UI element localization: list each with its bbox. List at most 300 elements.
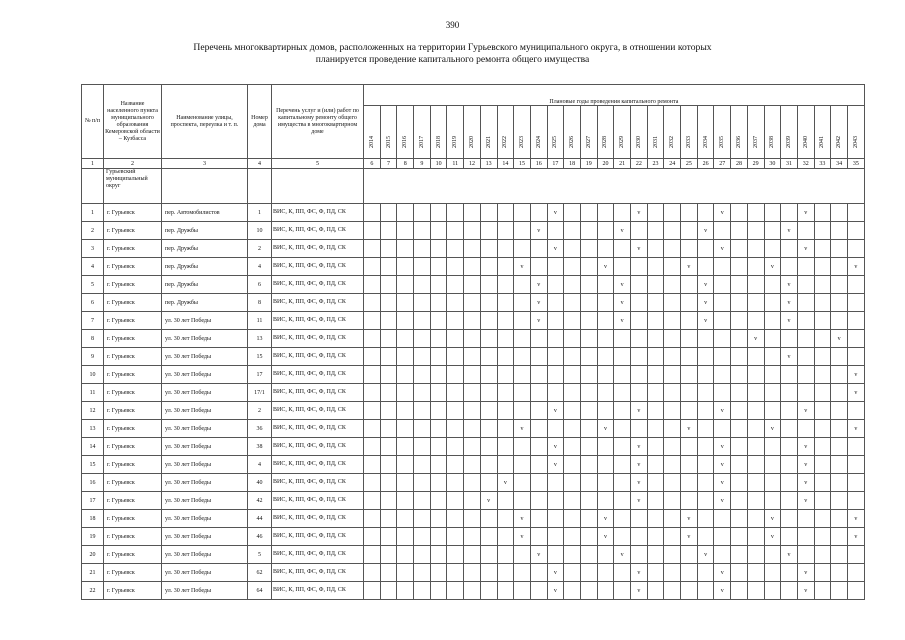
planned-year-mark: v bbox=[530, 294, 547, 312]
year-mark-cell bbox=[814, 510, 831, 528]
year-mark-cell bbox=[797, 348, 814, 366]
year-mark-cell bbox=[647, 546, 664, 564]
year-mark-cell bbox=[480, 348, 497, 366]
settlement-cell: г. Гурьевск bbox=[104, 420, 162, 438]
year-header bbox=[514, 106, 531, 159]
year-mark-cell bbox=[547, 510, 564, 528]
column-index: 10 bbox=[430, 159, 447, 169]
year-mark-cell bbox=[797, 528, 814, 546]
planned-year-mark: v bbox=[847, 366, 864, 384]
year-mark-cell bbox=[414, 366, 431, 384]
year-mark-cell bbox=[681, 330, 698, 348]
column-index: 22 bbox=[631, 159, 648, 169]
year-mark-cell bbox=[631, 276, 648, 294]
planned-year-mark: v bbox=[631, 240, 648, 258]
planned-year-mark: v bbox=[797, 474, 814, 492]
year-mark-cell bbox=[797, 366, 814, 384]
year-mark-cell bbox=[764, 474, 781, 492]
year-mark-cell bbox=[580, 222, 597, 240]
table-row bbox=[82, 204, 865, 222]
year-mark-cell bbox=[497, 420, 514, 438]
document-title bbox=[120, 42, 785, 66]
year-label: 2032 bbox=[669, 136, 676, 148]
year-mark-cell bbox=[847, 474, 864, 492]
services-cell: ВИС, К, ПП, ФС, Ф, ПД, СК bbox=[272, 546, 364, 564]
year-mark-cell bbox=[831, 420, 848, 438]
year-mark-cell bbox=[464, 510, 481, 528]
services-cell: ВИС, К, ПП, ФС, Ф, ПД, СК bbox=[272, 582, 364, 600]
table-row bbox=[82, 528, 865, 546]
year-mark-cell bbox=[814, 366, 831, 384]
row-number: 21 bbox=[82, 564, 104, 582]
year-mark-cell bbox=[497, 384, 514, 402]
year-mark-cell bbox=[597, 222, 614, 240]
services-cell: ВИС, К, ПП, ФС, Ф, ПД, СК bbox=[272, 366, 364, 384]
year-mark-cell bbox=[747, 276, 764, 294]
year-mark-cell bbox=[380, 258, 397, 276]
year-mark-cell bbox=[814, 420, 831, 438]
year-label: 2037 bbox=[752, 136, 759, 148]
year-mark-cell bbox=[547, 546, 564, 564]
year-mark-cell bbox=[414, 204, 431, 222]
planned-year-mark: v bbox=[497, 474, 514, 492]
column-index: 15 bbox=[514, 159, 531, 169]
year-mark-cell bbox=[547, 474, 564, 492]
services-cell: ВИС, К, ПП, ФС, Ф, ПД, СК bbox=[272, 294, 364, 312]
header-row bbox=[82, 85, 865, 106]
year-mark-cell bbox=[681, 546, 698, 564]
year-mark-cell bbox=[380, 294, 397, 312]
year-mark-cell bbox=[747, 510, 764, 528]
planned-year-mark: v bbox=[547, 402, 564, 420]
year-mark-cell bbox=[480, 312, 497, 330]
year-mark-cell bbox=[597, 204, 614, 222]
year-mark-cell bbox=[797, 222, 814, 240]
year-mark-cell bbox=[414, 474, 431, 492]
year-mark-cell bbox=[781, 420, 798, 438]
year-mark-cell bbox=[631, 528, 648, 546]
year-header bbox=[714, 106, 731, 159]
year-mark-cell bbox=[697, 366, 714, 384]
street-cell: пер. Дружбы bbox=[162, 222, 248, 240]
year-mark-cell bbox=[414, 312, 431, 330]
year-mark-cell bbox=[464, 582, 481, 600]
year-mark-cell bbox=[364, 384, 381, 402]
table-row bbox=[82, 546, 865, 564]
year-mark-cell bbox=[781, 510, 798, 528]
year-mark-cell bbox=[447, 330, 464, 348]
year-header bbox=[547, 106, 564, 159]
group-empty-cell bbox=[248, 169, 272, 204]
planned-year-mark: v bbox=[714, 474, 731, 492]
services-cell: ВИС, К, ПП, ФС, Ф, ПД, СК bbox=[272, 258, 364, 276]
planned-year-mark: v bbox=[764, 528, 781, 546]
year-mark-cell bbox=[447, 582, 464, 600]
table-row bbox=[82, 276, 865, 294]
year-mark-cell bbox=[731, 582, 748, 600]
year-mark-cell bbox=[731, 564, 748, 582]
year-mark-cell bbox=[497, 510, 514, 528]
year-mark-cell bbox=[664, 420, 681, 438]
planned-year-mark: v bbox=[530, 222, 547, 240]
group-empty-cell bbox=[272, 169, 364, 204]
year-mark-cell bbox=[430, 258, 447, 276]
year-mark-cell bbox=[797, 276, 814, 294]
year-mark-cell bbox=[631, 366, 648, 384]
planned-year-mark: v bbox=[597, 420, 614, 438]
settlement-cell: г. Гурьевск bbox=[104, 402, 162, 420]
column-index: 26 bbox=[697, 159, 714, 169]
year-mark-cell bbox=[397, 204, 414, 222]
year-mark-cell bbox=[430, 564, 447, 582]
planned-year-mark: v bbox=[697, 276, 714, 294]
year-mark-cell bbox=[397, 276, 414, 294]
year-mark-cell bbox=[747, 564, 764, 582]
year-mark-cell bbox=[364, 420, 381, 438]
year-mark-cell bbox=[731, 276, 748, 294]
year-mark-cell bbox=[847, 456, 864, 474]
planned-year-mark: v bbox=[697, 312, 714, 330]
year-mark-cell bbox=[814, 240, 831, 258]
year-label: 2022 bbox=[502, 136, 509, 148]
repair-plan-table bbox=[81, 84, 865, 600]
year-mark-cell bbox=[380, 276, 397, 294]
year-mark-cell bbox=[664, 294, 681, 312]
year-mark-cell bbox=[614, 582, 631, 600]
group-label: Гурьевский муниципальный округ bbox=[104, 169, 162, 204]
year-mark-cell bbox=[731, 492, 748, 510]
year-mark-cell bbox=[831, 456, 848, 474]
year-mark-cell bbox=[430, 474, 447, 492]
year-mark-cell bbox=[847, 330, 864, 348]
year-mark-cell bbox=[414, 564, 431, 582]
year-mark-cell bbox=[714, 348, 731, 366]
year-mark-cell bbox=[364, 222, 381, 240]
planned-year-mark: v bbox=[614, 276, 631, 294]
year-mark-cell bbox=[681, 384, 698, 402]
planned-year-mark: v bbox=[781, 546, 798, 564]
year-mark-cell bbox=[681, 438, 698, 456]
table-row bbox=[82, 582, 865, 600]
year-label: 2027 bbox=[585, 136, 592, 148]
year-mark-cell bbox=[414, 294, 431, 312]
year-mark-cell bbox=[447, 204, 464, 222]
settlement-cell: г. Гурьевск bbox=[104, 366, 162, 384]
year-mark-cell bbox=[547, 348, 564, 366]
year-mark-cell bbox=[747, 546, 764, 564]
year-mark-cell bbox=[497, 222, 514, 240]
year-mark-cell bbox=[380, 204, 397, 222]
street-cell: ул. 30 лет Победы bbox=[162, 528, 248, 546]
services-cell: ВИС, К, ПП, ФС, Ф, ПД, СК bbox=[272, 528, 364, 546]
year-mark-cell bbox=[847, 222, 864, 240]
year-mark-cell bbox=[797, 330, 814, 348]
year-mark-cell bbox=[564, 204, 581, 222]
planned-year-mark: v bbox=[714, 240, 731, 258]
year-mark-cell bbox=[781, 402, 798, 420]
planned-year-mark: v bbox=[530, 312, 547, 330]
header-services: Перечень услуг и (или) работ по капитальному ремонту общего имущества в многоквартирном доме bbox=[272, 85, 364, 159]
column-index: 12 bbox=[464, 159, 481, 169]
year-mark-cell bbox=[480, 438, 497, 456]
year-mark-cell bbox=[514, 474, 531, 492]
year-mark-cell bbox=[580, 456, 597, 474]
planned-year-mark: v bbox=[547, 456, 564, 474]
year-mark-cell bbox=[414, 384, 431, 402]
settlement-cell: г. Гурьевск bbox=[104, 528, 162, 546]
planned-year-mark: v bbox=[831, 330, 848, 348]
year-mark-cell bbox=[580, 294, 597, 312]
year-mark-cell bbox=[847, 276, 864, 294]
year-mark-cell bbox=[430, 402, 447, 420]
year-mark-cell bbox=[664, 276, 681, 294]
year-header bbox=[647, 106, 664, 159]
table-row bbox=[82, 384, 865, 402]
year-mark-cell bbox=[647, 510, 664, 528]
year-mark-cell bbox=[597, 582, 614, 600]
year-mark-cell bbox=[430, 276, 447, 294]
table-row bbox=[82, 330, 865, 348]
row-number: 19 bbox=[82, 528, 104, 546]
year-mark-cell bbox=[631, 294, 648, 312]
year-mark-cell bbox=[614, 384, 631, 402]
group-years-cell bbox=[364, 169, 865, 204]
year-mark-cell bbox=[564, 546, 581, 564]
year-mark-cell bbox=[364, 348, 381, 366]
year-mark-cell bbox=[731, 510, 748, 528]
year-mark-cell bbox=[747, 294, 764, 312]
year-mark-cell bbox=[697, 402, 714, 420]
planned-year-mark: v bbox=[781, 276, 798, 294]
year-mark-cell bbox=[714, 312, 731, 330]
planned-year-mark: v bbox=[764, 258, 781, 276]
column-index: 25 bbox=[681, 159, 698, 169]
year-mark-cell bbox=[714, 420, 731, 438]
settlement-cell: г. Гурьевск bbox=[104, 276, 162, 294]
street-cell: ул. 30 лет Победы bbox=[162, 492, 248, 510]
year-mark-cell bbox=[647, 330, 664, 348]
year-mark-cell bbox=[464, 258, 481, 276]
year-mark-cell bbox=[831, 312, 848, 330]
planned-year-mark: v bbox=[681, 258, 698, 276]
year-mark-cell bbox=[580, 528, 597, 546]
year-mark-cell bbox=[480, 258, 497, 276]
year-mark-cell bbox=[614, 330, 631, 348]
group-row bbox=[82, 169, 865, 204]
year-mark-cell bbox=[597, 474, 614, 492]
planned-year-mark: v bbox=[631, 582, 648, 600]
year-mark-cell bbox=[747, 474, 764, 492]
year-mark-cell bbox=[664, 528, 681, 546]
planned-year-mark: v bbox=[797, 456, 814, 474]
year-mark-cell bbox=[397, 546, 414, 564]
year-mark-cell bbox=[597, 366, 614, 384]
year-mark-cell bbox=[647, 402, 664, 420]
year-label: 2018 bbox=[435, 136, 442, 148]
table-row bbox=[82, 420, 865, 438]
year-mark-cell bbox=[647, 348, 664, 366]
year-mark-cell bbox=[447, 546, 464, 564]
year-mark-cell bbox=[614, 510, 631, 528]
year-mark-cell bbox=[564, 348, 581, 366]
planned-year-mark: v bbox=[597, 528, 614, 546]
planned-year-mark: v bbox=[714, 492, 731, 510]
year-mark-cell bbox=[414, 456, 431, 474]
year-mark-cell bbox=[614, 564, 631, 582]
planned-year-mark: v bbox=[631, 438, 648, 456]
year-header bbox=[397, 106, 414, 159]
year-mark-cell bbox=[530, 366, 547, 384]
year-mark-cell bbox=[764, 312, 781, 330]
year-label: 2024 bbox=[535, 136, 542, 148]
year-mark-cell bbox=[647, 240, 664, 258]
row-number: 20 bbox=[82, 546, 104, 564]
year-mark-cell bbox=[497, 276, 514, 294]
year-mark-cell bbox=[430, 294, 447, 312]
services-cell: ВИС, К, ПП, ФС, Ф, ПД, СК bbox=[272, 330, 364, 348]
year-mark-cell bbox=[831, 564, 848, 582]
services-cell: ВИС, К, ПП, ФС, Ф, ПД, СК bbox=[272, 204, 364, 222]
year-mark-cell bbox=[514, 276, 531, 294]
settlement-cell: г. Гурьевск bbox=[104, 384, 162, 402]
street-cell: ул. 30 лет Победы bbox=[162, 366, 248, 384]
column-index: 1 bbox=[82, 159, 104, 169]
street-cell: пер. Дружбы bbox=[162, 258, 248, 276]
year-mark-cell bbox=[364, 438, 381, 456]
year-mark-cell bbox=[514, 384, 531, 402]
year-mark-cell bbox=[681, 294, 698, 312]
year-mark-cell bbox=[847, 546, 864, 564]
year-mark-cell bbox=[414, 546, 431, 564]
year-mark-cell bbox=[464, 366, 481, 384]
year-label: 2017 bbox=[418, 136, 425, 148]
year-mark-cell bbox=[814, 546, 831, 564]
year-mark-cell bbox=[731, 438, 748, 456]
year-mark-cell bbox=[664, 546, 681, 564]
settlement-cell: г. Гурьевск bbox=[104, 456, 162, 474]
year-label: 2021 bbox=[485, 136, 492, 148]
year-mark-cell bbox=[564, 420, 581, 438]
year-mark-cell bbox=[647, 438, 664, 456]
year-mark-cell bbox=[464, 438, 481, 456]
year-mark-cell bbox=[397, 366, 414, 384]
services-cell: ВИС, К, ПП, ФС, Ф, ПД, СК bbox=[272, 348, 364, 366]
year-mark-cell bbox=[564, 456, 581, 474]
year-mark-cell bbox=[447, 366, 464, 384]
year-mark-cell bbox=[364, 366, 381, 384]
year-mark-cell bbox=[647, 420, 664, 438]
column-index: 5 bbox=[272, 159, 364, 169]
year-mark-cell bbox=[380, 402, 397, 420]
year-mark-cell bbox=[364, 492, 381, 510]
table-row bbox=[82, 492, 865, 510]
street-cell: ул. 30 лет Победы bbox=[162, 420, 248, 438]
year-mark-cell bbox=[731, 312, 748, 330]
street-cell: ул. 30 лет Победы bbox=[162, 312, 248, 330]
year-header bbox=[664, 106, 681, 159]
row-number: 2 bbox=[82, 222, 104, 240]
year-mark-cell bbox=[480, 276, 497, 294]
year-mark-cell bbox=[847, 582, 864, 600]
year-mark-cell bbox=[681, 582, 698, 600]
year-label: 2023 bbox=[519, 136, 526, 148]
year-mark-cell bbox=[364, 546, 381, 564]
year-mark-cell bbox=[731, 420, 748, 438]
year-mark-cell bbox=[697, 528, 714, 546]
planned-year-mark: v bbox=[714, 438, 731, 456]
year-header bbox=[797, 106, 814, 159]
row-number: 5 bbox=[82, 276, 104, 294]
street-cell: пер. Дружбы bbox=[162, 294, 248, 312]
header-settlement: Название населенного пункта муниципального образования Кемеровской области – Кузбасса bbox=[104, 85, 162, 159]
year-mark-cell bbox=[430, 420, 447, 438]
settlement-cell: г. Гурьевск bbox=[104, 582, 162, 600]
planned-year-mark: v bbox=[530, 276, 547, 294]
year-mark-cell bbox=[764, 546, 781, 564]
year-label: 2030 bbox=[635, 136, 642, 148]
year-mark-cell bbox=[731, 222, 748, 240]
year-mark-cell bbox=[397, 582, 414, 600]
planned-year-mark: v bbox=[614, 222, 631, 240]
year-mark-cell bbox=[530, 330, 547, 348]
year-mark-cell bbox=[364, 402, 381, 420]
year-mark-cell bbox=[664, 456, 681, 474]
column-index: 23 bbox=[647, 159, 664, 169]
street-cell: пер. Дружбы bbox=[162, 276, 248, 294]
year-mark-cell bbox=[564, 564, 581, 582]
year-mark-cell bbox=[480, 402, 497, 420]
year-header bbox=[764, 106, 781, 159]
year-mark-cell bbox=[664, 222, 681, 240]
planned-year-mark: v bbox=[547, 204, 564, 222]
column-index: 2 bbox=[104, 159, 162, 169]
year-mark-cell bbox=[414, 276, 431, 294]
year-label: 2041 bbox=[819, 136, 826, 148]
year-mark-cell bbox=[681, 348, 698, 366]
house-number-cell: 4 bbox=[248, 258, 272, 276]
settlement-cell: г. Гурьевск bbox=[104, 240, 162, 258]
year-mark-cell bbox=[497, 366, 514, 384]
planned-year-mark: v bbox=[714, 456, 731, 474]
table-row bbox=[82, 366, 865, 384]
year-mark-cell bbox=[814, 384, 831, 402]
year-mark-cell bbox=[597, 240, 614, 258]
year-mark-cell bbox=[664, 204, 681, 222]
year-mark-cell bbox=[647, 474, 664, 492]
year-mark-cell bbox=[781, 582, 798, 600]
row-number: 7 bbox=[82, 312, 104, 330]
planned-year-mark: v bbox=[631, 456, 648, 474]
year-mark-cell bbox=[614, 492, 631, 510]
year-label: 2014 bbox=[368, 136, 375, 148]
year-mark-cell bbox=[397, 258, 414, 276]
year-mark-cell bbox=[580, 330, 597, 348]
planned-year-mark: v bbox=[797, 582, 814, 600]
services-cell: ВИС, К, ПП, ФС, Ф, ПД, СК bbox=[272, 564, 364, 582]
planned-year-mark: v bbox=[847, 528, 864, 546]
year-mark-cell bbox=[497, 438, 514, 456]
year-mark-cell bbox=[430, 204, 447, 222]
services-cell: ВИС, К, ПП, ФС, Ф, ПД, СК bbox=[272, 420, 364, 438]
year-mark-cell bbox=[497, 546, 514, 564]
street-cell: ул. 30 лет Победы bbox=[162, 510, 248, 528]
year-mark-cell bbox=[797, 546, 814, 564]
year-mark-cell bbox=[814, 204, 831, 222]
services-cell: ВИС, К, ПП, ФС, Ф, ПД, СК bbox=[272, 492, 364, 510]
year-mark-cell bbox=[547, 330, 564, 348]
year-mark-cell bbox=[530, 564, 547, 582]
year-label: 2043 bbox=[852, 136, 859, 148]
